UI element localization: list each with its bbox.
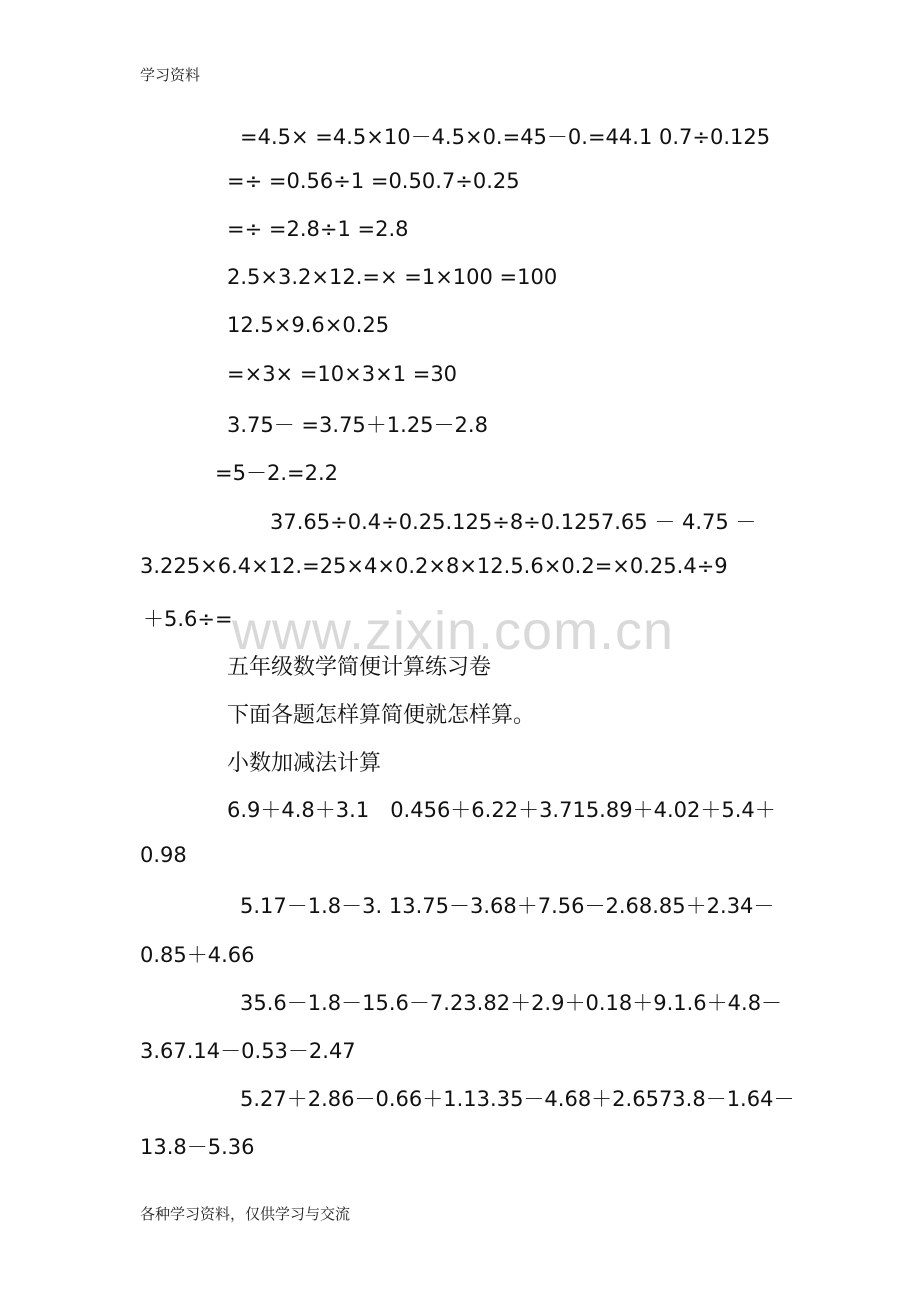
text-line-20: 3.67.14－0.53－2.47 [140,1039,356,1063]
text-line-9: 37.65÷0.4÷0.25.125÷8÷0.1257.65 － 4.75 － [270,510,757,534]
section-heading: 小数加减法计算 [227,751,382,776]
text-line-15: 6.9＋4.8＋3.1 0.456＋6.22＋3.715.89＋4.02＋5.4＋ [227,798,776,822]
text-line-7: 3.75－ =3.75＋1.25－2.8 [227,413,488,437]
page-footer: 各种学习资料，仅供学习与交流 [140,1205,351,1223]
text-line-2: =÷ =0.56÷1 =0.50.7÷0.25 [227,169,520,193]
worksheet-title: 五年级数学简便计算练习卷 [227,655,492,680]
page-header: 学习资料 [140,66,201,84]
text-line-1: =4.5× =4.5×10－4.5×0.=45－0.=44.1 0.7÷0.125 [240,125,771,149]
instruction-text: 下面各题怎样算简便就怎样算。 [227,703,536,728]
text-line-18: 0.85＋4.66 [140,943,255,967]
text-line-11: ＋5.6÷= [143,607,233,631]
text-line-22: 13.8－5.36 [140,1135,255,1159]
text-line-21: 5.27＋2.86－0.66＋1.13.35－4.68＋2.6573.8－1.64－ [240,1087,795,1111]
text-line-3: =÷ =2.8÷1 =2.8 [227,217,409,241]
text-line-6: =×3× =10×3×1 =30 [227,362,458,386]
watermark: www.zixin.com.cn [232,601,675,661]
text-line-16: 0.98 [140,843,187,867]
text-line-4: 2.5×3.2×12.=× =1×100 =100 [227,265,558,289]
text-line-8: =5－2.=2.2 [215,461,338,485]
text-line-10: 3.225×6.4×12.=25×4×0.2×8×12.5.6×0.2=×0.25.4÷9 [140,554,728,578]
text-line-19: 35.6－1.8－15.6－7.23.82＋2.9＋0.18＋9.1.6＋4.8－ [240,991,783,1015]
text-line-17: 5.17－1.8－3. 13.75－3.68＋7.56－2.68.85＋2.34－ [240,894,775,918]
text-line-5: 12.5×9.6×0.25 [227,313,390,337]
